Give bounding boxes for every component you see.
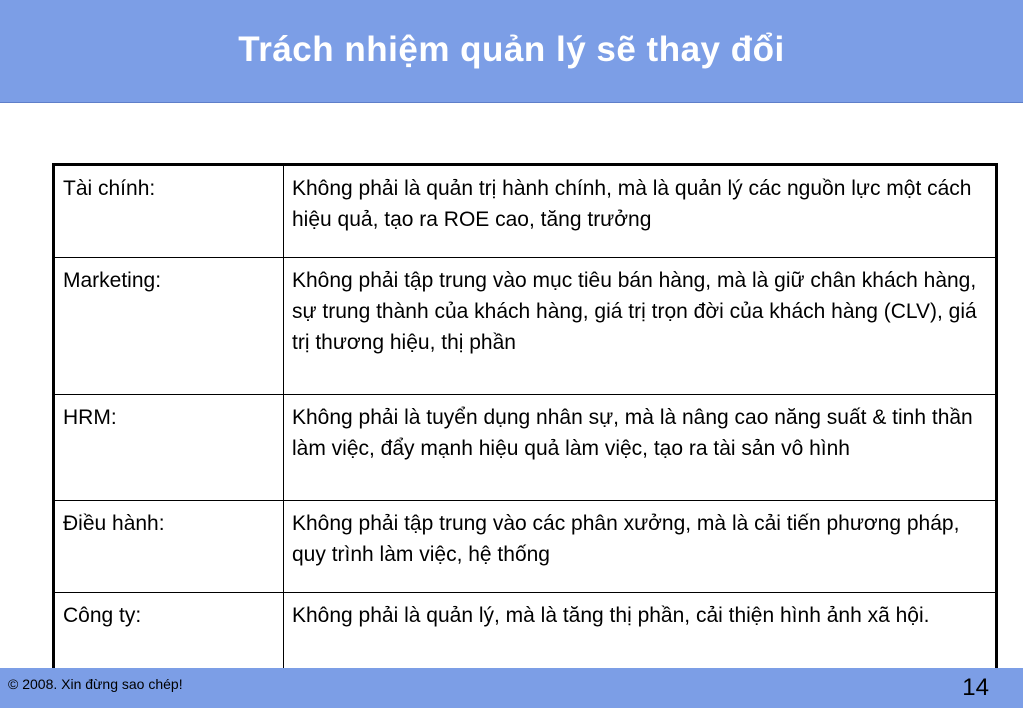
row-description: Không phải là tuyển dụng nhân sự, mà là nâng cao năng suất & tinh thần làm việc, đẩy mạnh hiệu quả làm việc, tạo ra tài sản vô hình [284, 395, 997, 501]
page-number: 14 [962, 674, 989, 701]
row-description: Không phải là quản lý, mà là tăng thị phần, cải thiện hình ảnh xã hội. [284, 593, 997, 686]
row-label: Điều hành: [54, 501, 284, 593]
row-label: Công ty: [54, 593, 284, 686]
slide-title: Trách nhiệm quản lý sẽ thay đổi [238, 30, 785, 69]
row-description: Không phải tập trung vào các phân xưởng, mà là cải tiến phương pháp, quy trình làm việc, hệ thống [284, 501, 997, 593]
slide-header-bar [0, 0, 1023, 103]
row-description: Không phải là quản trị hành chính, mà là quản lý các nguồn lực một cách hiệu quả, tạo ra ROE cao, tăng trưởng [284, 165, 997, 258]
table-row [54, 501, 997, 593]
copyright-notice: © 2008. Xin đừng sao chép! [8, 676, 183, 692]
table-row [54, 165, 997, 258]
row-label: HRM: [54, 395, 284, 501]
table-row [54, 395, 997, 501]
responsibility-table-container [52, 163, 998, 687]
table-row [54, 258, 997, 395]
row-label: Marketing: [54, 258, 284, 395]
responsibility-table [52, 163, 998, 687]
row-label: Tài chính: [54, 165, 284, 258]
row-description: Không phải tập trung vào mục tiêu bán hàng, mà là giữ chân khách hàng, sự trung thành của khách hàng, giá trị trọn đời của khách hàng (CLV), giá trị thương hiệu, thị phần [284, 258, 997, 395]
